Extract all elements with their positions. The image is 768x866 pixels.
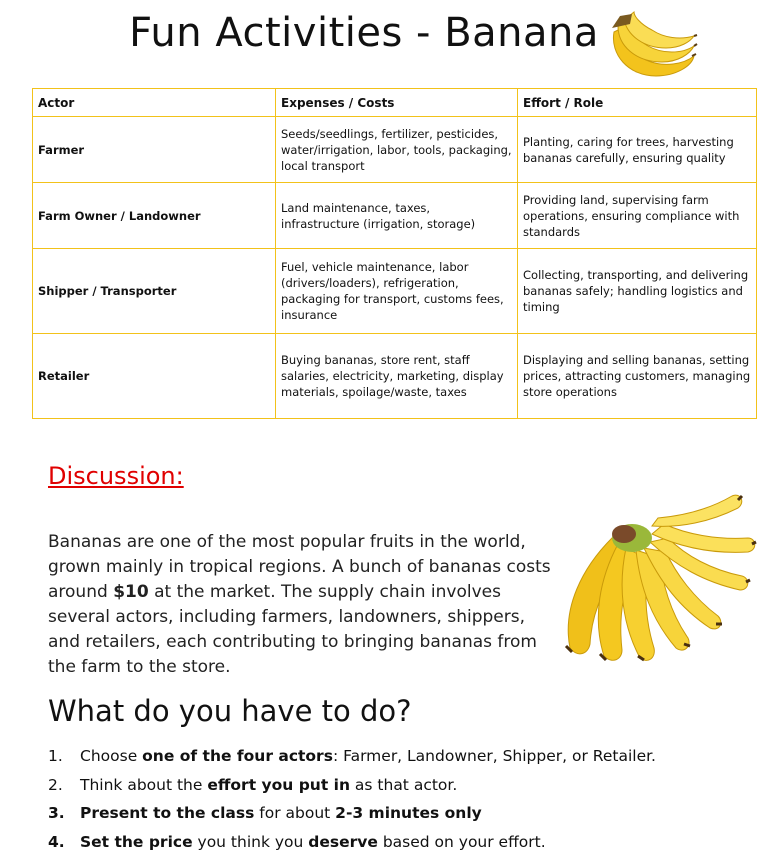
- table-row: [33, 334, 757, 419]
- table-row: [33, 249, 757, 334]
- costs-cell: Land maintenance, taxes, infrastructure (irrigation, storage): [276, 183, 518, 249]
- table-row: [33, 117, 757, 183]
- effort-cell: Displaying and selling bananas, setting prices, attracting customers, managing store operations: [518, 334, 757, 419]
- step-number: 3.: [48, 804, 65, 822]
- banana-bunch-image: [552, 478, 762, 668]
- page-title: Fun Activities - Banana: [129, 10, 599, 56]
- table-row: [33, 183, 757, 249]
- list-item: [48, 799, 656, 828]
- header-costs: Expenses / Costs: [276, 89, 518, 117]
- discussion-text-1: Bananas are one of the most popular fruits in the world, grown mainly in tropical regions. A bunch of bananas costs around: [48, 532, 551, 602]
- actor-cell: Farm Owner / Landowner: [33, 183, 276, 249]
- costs-cell: Fuel, vehicle maintenance, labor (drivers/loaders), refrigeration, packaging for transport, customs fees, insurance: [276, 249, 518, 334]
- effort-cell: Collecting, transporting, and delivering bananas safely; handling logistics and timing: [518, 249, 757, 334]
- step-text: Set the price you think you deserve based on your effort.: [80, 832, 546, 851]
- list-item: [48, 742, 656, 771]
- costs-cell: Seeds/seedlings, fertilizer, pesticides, water/irrigation, labor, tools, packaging, local transport: [276, 117, 518, 183]
- steps-list: [48, 742, 656, 856]
- actor-cell: Farmer: [33, 117, 276, 183]
- costs-cell: Buying bananas, store rent, staff salaries, electricity, marketing, display materials, spoilage/waste, taxes: [276, 334, 518, 419]
- actor-cell: Retailer: [33, 334, 276, 419]
- step-number: 1.: [48, 747, 63, 765]
- step-number: 4.: [48, 832, 65, 851]
- step-text: Choose one of the four actors: Farmer, Landowner, Shipper, or Retailer.: [80, 747, 656, 765]
- effort-cell: Planting, caring for trees, harvesting bananas carefully, ensuring quality: [518, 117, 757, 183]
- discussion-text-2: at the market. The supply chain involves several actors, including farmers, landowners, shippers, and retailers, each contributing to bringing bananas from the farm to the store.: [48, 582, 537, 677]
- actor-cell: Shipper / Transporter: [33, 249, 276, 334]
- step-text: Present to the class for about 2-3 minutes only: [80, 804, 482, 822]
- step-text: Think about the effort you put in as that actor.: [80, 775, 458, 794]
- effort-cell: Providing land, supervising farm operations, ensuring compliance with standards: [518, 183, 757, 249]
- step-number: 2.: [48, 775, 63, 794]
- price-value: $10: [113, 582, 149, 602]
- header-actor: Actor: [33, 89, 276, 117]
- table-header-row: [33, 89, 757, 117]
- banana-bunch-icon: [606, 10, 698, 80]
- actors-table: [32, 88, 757, 419]
- header-effort: Effort / Role: [518, 89, 757, 117]
- discussion-heading: Discussion:: [48, 462, 184, 490]
- discussion-paragraph: [48, 530, 558, 680]
- list-item: [48, 828, 656, 857]
- todo-heading: What do you have to do?: [48, 694, 412, 728]
- list-item: [48, 771, 656, 800]
